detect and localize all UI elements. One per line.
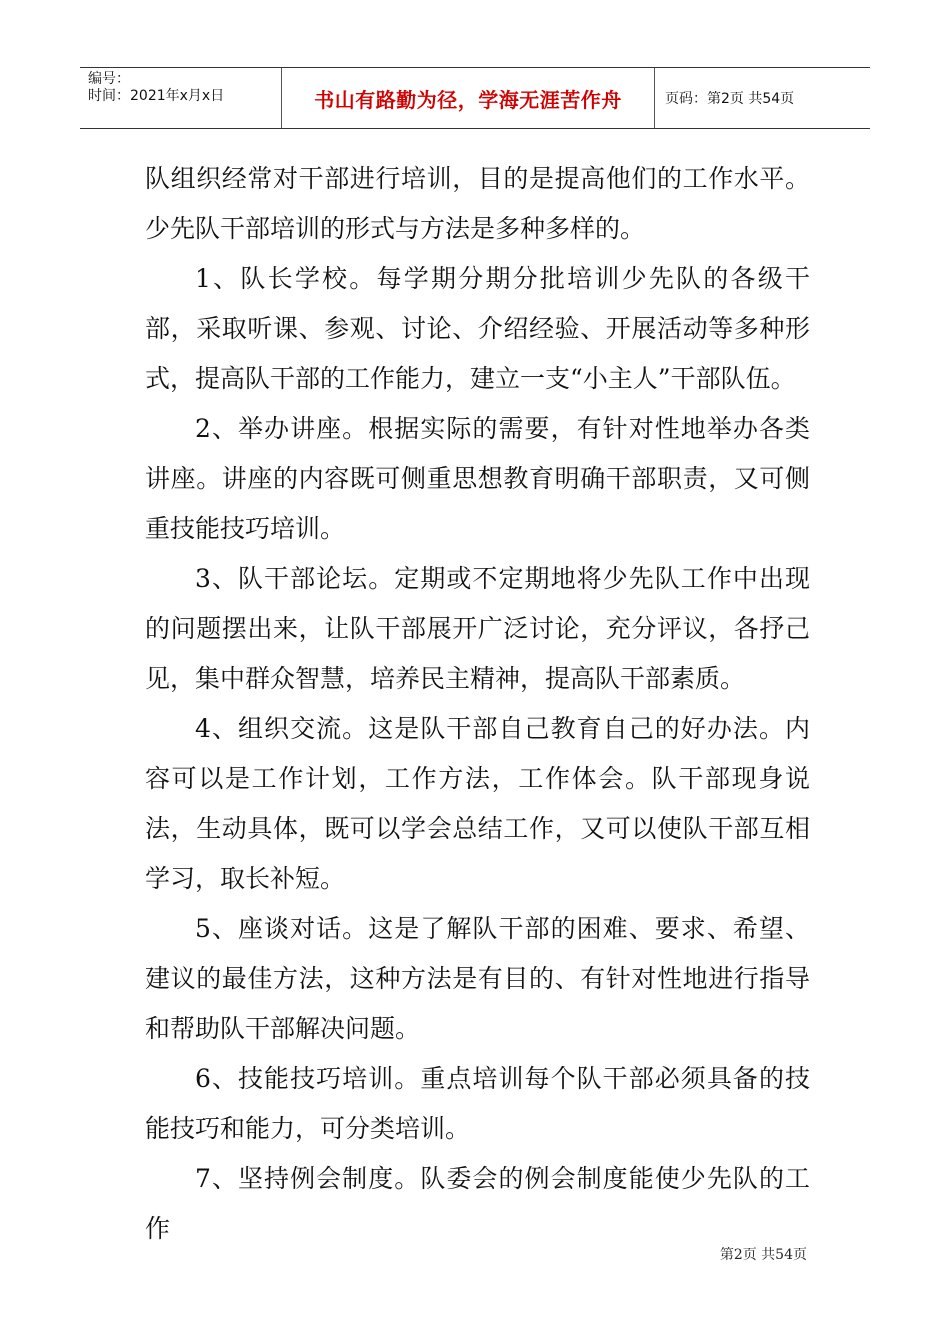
- footer-page-number: 第2页 共54页: [719, 1247, 807, 1263]
- body-paragraph: 队组织经常对干部进行培训，目的是提高他们的工作水平。少先队干部培训的形式与方法是多种多样的。: [145, 164, 810, 243]
- header-page-info: 页码：第2页 共54页: [665, 91, 795, 107]
- body-paragraph: 6、技能技巧培训。重点培训每个队干部必须具备的技能技巧和能力，可分类培训。: [145, 1064, 810, 1143]
- header-page-cell: [655, 68, 870, 128]
- header-motto-cell: [282, 68, 655, 128]
- body-paragraph: 3、队干部论坛。定期或不定期地将少先队工作中出现的问题摆出来，让队干部展开广泛讨论，充分评议，各抒己见，集中群众智慧，培养民主精神，提高队干部素质。: [145, 564, 810, 693]
- body-paragraph: 5、座谈对话。这是了解队干部的困难、要求、希望、建议的最佳方法，这种方法是有目的、有针对性地进行指导和帮助队干部解决问题。: [145, 914, 810, 1043]
- body-paragraph: 1、队长学校。每学期分期分批培训少先队的各级干部，采取听课、参观、讨论、介绍经验、开展活动等多种形式，提高队干部的工作能力，建立一支“小主人”干部队伍。: [145, 264, 810, 393]
- body-paragraph: 4、组织交流。这是队干部自己教育自己的好办法。内容可以是工作计划，工作方法，工作体会。队干部现身说法，生动具体，既可以学会总结工作，又可以使队干部互相学习，取长补短。: [145, 714, 810, 893]
- body-paragraph: 7、坚持例会制度。队委会的例会制度能使少先队的工作: [145, 1164, 810, 1243]
- document-date: 时间：2021年x月x日: [88, 88, 225, 104]
- document-number-label: 编号：: [88, 71, 130, 87]
- page-header: [80, 67, 870, 129]
- body-paragraph: 2、举办讲座。根据实际的需要，有针对性地举办各类讲座。讲座的内容既可侧重思想教育明确干部职责，又可侧重技能技巧培训。: [145, 414, 810, 543]
- page-footer: [720, 1244, 807, 1264]
- header-motto: 书山有路勤为径，学海无涯苦作舟: [314, 87, 622, 112]
- document-body: [145, 154, 810, 1254]
- header-meta: [80, 68, 282, 128]
